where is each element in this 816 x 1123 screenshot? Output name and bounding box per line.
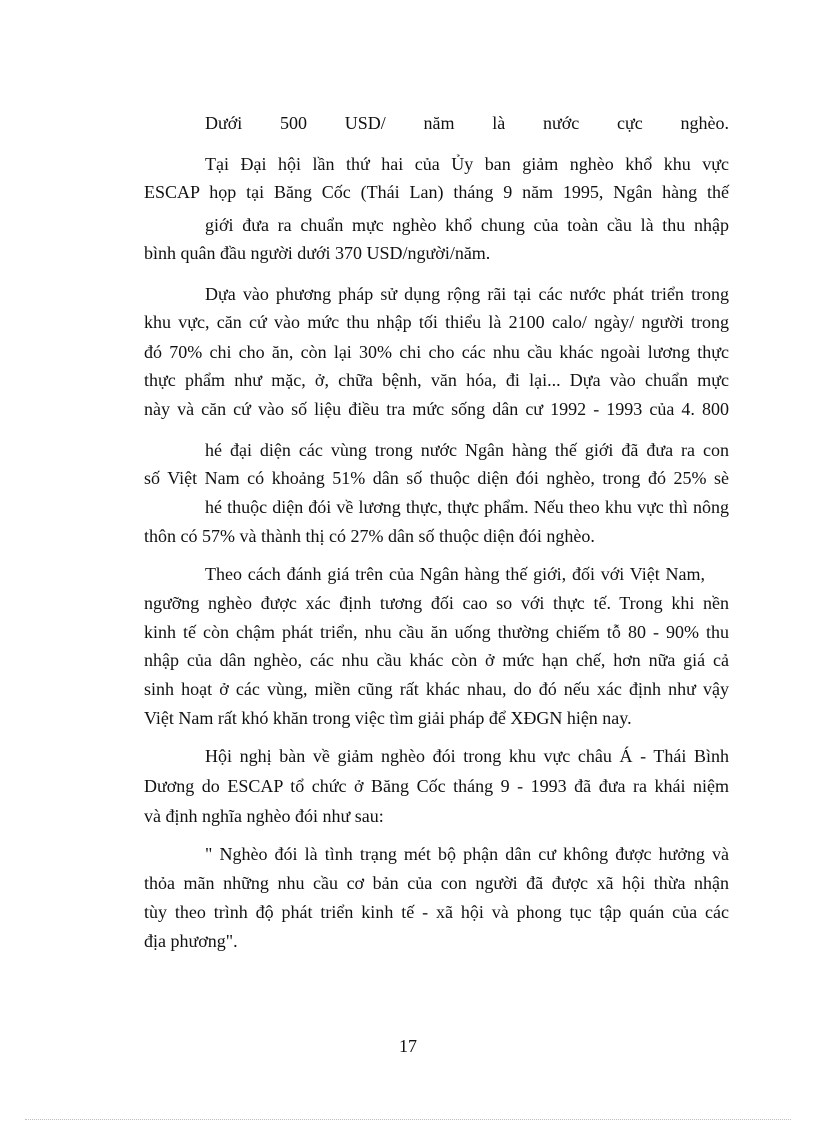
text-line-23: và định nghĩa nghèo đói như sau:: [144, 806, 384, 826]
text-line-16: ngưỡng nghèo được xác định tương đối cao so với thực tế. Trong khi nền: [144, 593, 729, 613]
text-line-14: thôn có 57% và thành thị có 27% dân số thuộc diện đói nghèo.: [144, 526, 595, 546]
text-line-22: Dương do ESCAP tổ chức ở Băng Cốc tháng 9 - 1993 đã đưa ra khái niệm: [144, 776, 729, 796]
text-line-5: bình quân đầu người dưới 370 USD/người/năm.: [144, 243, 491, 263]
text-line-8: đó 70% chi cho ăn, còn lại 30% chi cho các nhu cầu khác ngoài lương thực: [144, 342, 729, 362]
text-line-13: hé thuộc diện đói về lương thực, thực phẩm. Nếu theo khu vực thì nông: [205, 497, 729, 517]
text-line-11: hé đại diện các vùng trong nước Ngân hàng thế giới đã đưa ra con: [205, 440, 729, 460]
text-line-25: thỏa mãn những nhu cầu cơ bản của con người đã được xã hội thừa nhận: [144, 873, 729, 893]
text-line-21: Hội nghị bàn về giảm nghèo đói trong khu vực châu Á - Thái Bình: [205, 746, 729, 766]
text-line-24: " Nghèo đói là tình trạng mét bộ phận dân cư không được hưởng và: [205, 844, 729, 864]
text-line-26: tùy theo trình độ phát triển kinh tế - xã hội và phong tục tập quán của các: [144, 902, 729, 922]
text-line-1: Dưới 500 USD/ năm là nước cực nghèo.: [205, 113, 729, 133]
text-line-12: số Việt Nam có khoảng 51% dân số thuộc diện đói nghèo, trong đó 25% sè: [144, 468, 729, 488]
text-line-15: Theo cách đánh giá trên của Ngân hàng thế giới, đối với Việt Nam,: [205, 564, 705, 584]
text-line-17: kinh tế còn chậm phát triển, nhu cầu ăn uống thường chiếm tỗ 80 - 90% thu: [144, 622, 729, 642]
page-number: 17: [399, 1036, 417, 1056]
text-line-10: này và căn cứ vào số liệu điều tra mức sống dân cư 1992 - 1993 của 4. 800: [144, 399, 729, 419]
text-line-3: ESCAP họp tại Băng Cốc (Thái Lan) tháng 9 năm 1995, Ngân hàng thế: [144, 182, 729, 202]
text-line-18: nhập của dân nghèo, các nhu cầu khác còn ở mức hạn chế, hơn nữa giá cả: [144, 650, 729, 670]
text-line-19: sinh hoạt ở các vùng, miền cũng rất khác nhau, do đó nếu xác định như vậy: [144, 679, 729, 699]
text-line-27: địa phương".: [144, 931, 238, 951]
text-line-2: Tại Đại hội lần thứ hai của Ủy ban giảm nghèo khổ khu vực: [205, 154, 729, 174]
text-line-6: Dựa vào phương pháp sử dụng rộng rãi tại các nước phát triển trong: [205, 284, 729, 304]
text-line-7: khu vực, căn cứ vào mức thu nhập tối thiểu là 2100 calo/ ngày/ người trong: [144, 312, 729, 332]
footer-dotted-line: [25, 1119, 791, 1120]
text-line-20: Việt Nam rất khó khăn trong việc tìm giải pháp để XĐGN hiện nay.: [144, 708, 632, 728]
text-line-4: giới đưa ra chuẩn mực nghèo khổ chung của toàn cầu là thu nhập: [205, 215, 729, 235]
text-line-9: thực phẩm như mặc, ở, chữa bệnh, văn hóa, đi lại... Dựa vào chuẩn mực: [144, 370, 729, 390]
